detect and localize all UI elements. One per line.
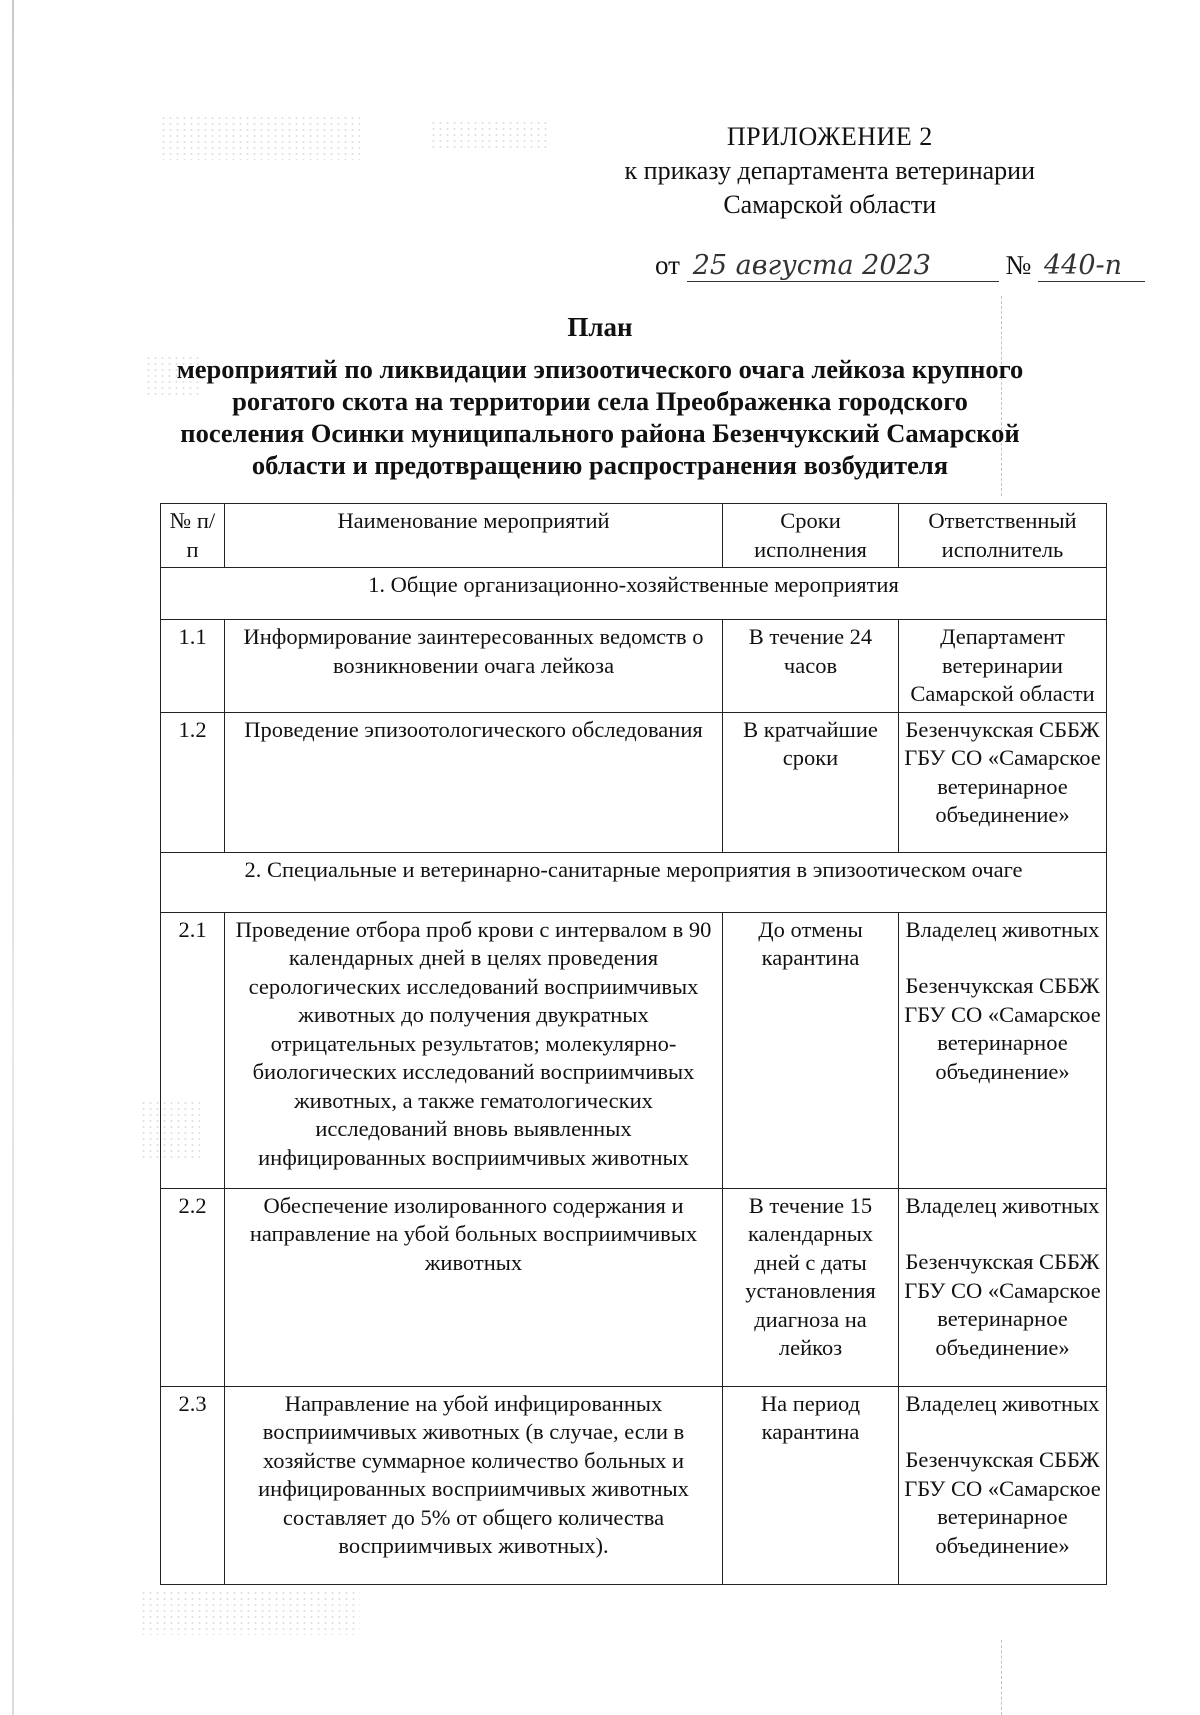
handwritten-date: 25 августа 2023 <box>687 250 999 282</box>
appendix-title: ПРИЛОЖЕНИЕ 2 <box>726 122 933 151</box>
table-row <box>161 712 1107 852</box>
order-date-number <box>655 250 1145 282</box>
row-resp-owner: Владелец животных <box>905 916 1100 942</box>
handwritten-number: 440-п <box>1038 250 1145 282</box>
row-resp-cell <box>899 1188 1107 1386</box>
row-resp-owner: Владелец животных <box>905 1192 1100 1218</box>
row-name: Направление на убой инфицированных восприимчивых животных (в случае, если в хозяйстве суммарное количество больных и инфицированных восприимчивых животных составляет до 5% от общего количества восприимчивых животных). <box>225 1386 723 1584</box>
row-num: 2.2 <box>161 1188 225 1386</box>
scan-dashed-line <box>1001 1640 1002 1715</box>
row-num: 1.2 <box>161 712 225 852</box>
plan-subtitle: мероприятий по ликвидации эпизоотического очага лейкоза крупного рогатого скота на территории села Преображенка городского поселения Осинки муниципального района Безенчукский Самарской области и предотвращению распространения возбудителя <box>176 354 1024 480</box>
row-resp-cell <box>899 912 1107 1188</box>
row-term: На период карантина <box>723 1386 899 1584</box>
row-term: В течение 15 календарных дней с даты установления диагноза на лейкоз <box>723 1188 899 1386</box>
row-resp: Безенчукская СББЖ ГБУ СО «Самарское ветеринарное объединение» <box>899 712 1107 852</box>
row-num: 2.3 <box>161 1386 225 1584</box>
section-2-title: 2. Специальные и ветеринарно-санитарные мероприятия в эпизоотическом очаге <box>161 852 1107 912</box>
row-name: Проведение эпизоотологического обследования <box>225 712 723 852</box>
row-resp: Безенчукская СББЖ ГБУ СО «Самарское ветеринарное объединение» <box>904 1447 1101 1558</box>
row-num: 2.1 <box>161 912 225 1188</box>
measures-table <box>160 503 1107 1585</box>
scan-speckle <box>140 1590 360 1635</box>
table-row <box>161 912 1107 1188</box>
table-header-row <box>161 504 1107 568</box>
row-name: Информирование заинтересованных ведомств о возникновении очага лейкоза <box>225 620 723 713</box>
table-row <box>161 620 1107 713</box>
number-label: № <box>1005 250 1032 280</box>
scan-speckle <box>430 120 550 150</box>
row-resp: Безенчукская СББЖ ГБУ СО «Самарское ветеринарное объединение» <box>904 1249 1101 1360</box>
header-name: Наименование мероприятий <box>225 504 723 568</box>
header-resp: Ответственный исполнитель <box>899 504 1107 568</box>
row-name: Проведение отбора проб крови с интервалом в 90 календарных дней в целях проведения серологических исследований восприимчивых животных до получения двукратных отрицательных результатов; молекулярно-биологических исследований восприимчивых животных, а также гематологических исследований вновь выявленных инфицированных восприимчивых животных <box>225 912 723 1188</box>
header-num: № п/п <box>161 504 225 568</box>
section-row <box>161 568 1107 620</box>
row-resp-owner: Владелец животных <box>905 1390 1100 1416</box>
plan-title: План <box>567 312 633 342</box>
row-term: В кратчайшие сроки <box>723 712 899 852</box>
scan-speckle <box>160 115 360 160</box>
appendix-order-ref: к приказу департамента ветеринарии <box>624 156 1035 185</box>
section-1-title: 1. Общие организационно-хозяйственные мероприятия <box>161 568 1107 620</box>
row-name: Обеспечение изолированного содержания и направление на убой больных восприимчивых животных <box>225 1188 723 1386</box>
row-resp-cell <box>899 1386 1107 1584</box>
row-num: 1.1 <box>161 620 225 713</box>
row-term: До отмены карантина <box>723 912 899 1188</box>
row-resp: Департамент ветеринарии Самарской области <box>899 620 1107 713</box>
table-row <box>161 1188 1107 1386</box>
table-row <box>161 1386 1107 1584</box>
scan-edge-line <box>12 0 14 1715</box>
row-resp: Безенчукская СББЖ ГБУ СО «Самарское ветеринарное объединение» <box>904 973 1101 1084</box>
section-row <box>161 852 1107 912</box>
header-term: Сроки исполнения <box>723 504 899 568</box>
row-term: В течение 24 часов <box>723 620 899 713</box>
from-label: от <box>655 250 680 280</box>
appendix-block <box>625 120 1035 222</box>
appendix-region: Самарской области <box>723 190 937 219</box>
